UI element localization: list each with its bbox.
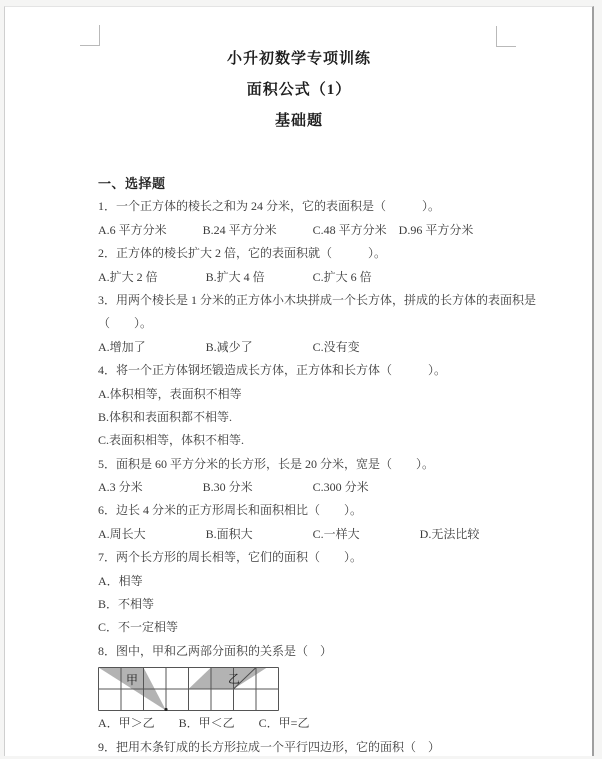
page-title-line-1: 小升初数学专项训练	[226, 51, 371, 67]
line-q3-options: A.增加了 B.减少了 C.没有变	[98, 339, 360, 354]
line-q8: 8．图中，甲和乙两部分面积的关系是（ ）	[98, 643, 333, 658]
margin-crop-mark-top-right	[496, 26, 516, 47]
triangle-apex-dot	[164, 708, 167, 711]
line-q7-option-b: B．不相等	[98, 597, 155, 612]
line-q6-options: A.周长大 B.面积大 C.一样大 D.无法比较	[98, 526, 480, 541]
label-jia: 甲	[126, 673, 139, 688]
line-q7: 7．两个长方形的周长相等，它们的面积（ ）。	[98, 550, 363, 565]
line-q4-option-a: A.体积相等，表面积不相等	[98, 386, 242, 401]
title-block	[99, 44, 499, 137]
line-q1-options: A.6 平方分米 B.24 平方分米 C.48 平方分米 D.96 平方分米	[98, 222, 474, 237]
line-q5: 5．面积是 60 平方分米的长方形，长是 20 分米，宽是（ ）。	[98, 456, 435, 471]
line-q4: 4．将一个正方体钢坯锻造成长方体，正方体和长方体（ ）。	[98, 363, 447, 378]
page-title-line-2: 面积公式（1）	[246, 82, 352, 98]
page-title-line-3: 基础题	[274, 113, 323, 129]
section-header: 一、选择题	[98, 176, 166, 191]
label-yi: 乙	[228, 672, 241, 687]
line-q2: 2．正方体的棱长扩大 2 倍，它的表面积就（ ）。	[98, 246, 387, 261]
line-q4-option-c: C.表面积相等，体积不相等.	[98, 433, 245, 448]
document-body	[98, 172, 537, 759]
line-q1: 1．一个正方体的棱长之和为 24 分米，它的表面积是（ ）。	[98, 199, 441, 214]
line-q2-options: A.扩大 2 倍 B.扩大 4 倍 C.扩大 6 倍	[98, 269, 372, 284]
line-q7-option-c: C．不一定相等	[98, 620, 179, 635]
line-q7-option-a: A．相等	[98, 573, 143, 588]
margin-crop-mark-top-left	[80, 25, 100, 46]
line-q3: 3．用两个棱长是 1 分米的正方体小木块拼成一个长方体，拼成的长方体的表面积是	[98, 292, 537, 307]
line-q4-option-b: B.体积和表面积都不相等.	[98, 409, 233, 424]
line-q9: 9．把用木条钉成的长方形拉成一个平行四边形，它的面积（ ）	[98, 739, 441, 754]
line-q3-continued: （ ）。	[98, 316, 153, 331]
q8-figure-svg	[98, 667, 279, 711]
line-q8-options: A．甲＞乙 B．甲＜乙 C．甲=乙	[98, 716, 310, 731]
line-q5-options: A.3 分米 B.30 分米 C.300 分米	[98, 480, 369, 495]
line-q6: 6．边长 4 分米的正方形周长和面积相比（ ）。	[98, 503, 363, 518]
q8-grid-figure	[98, 667, 279, 711]
